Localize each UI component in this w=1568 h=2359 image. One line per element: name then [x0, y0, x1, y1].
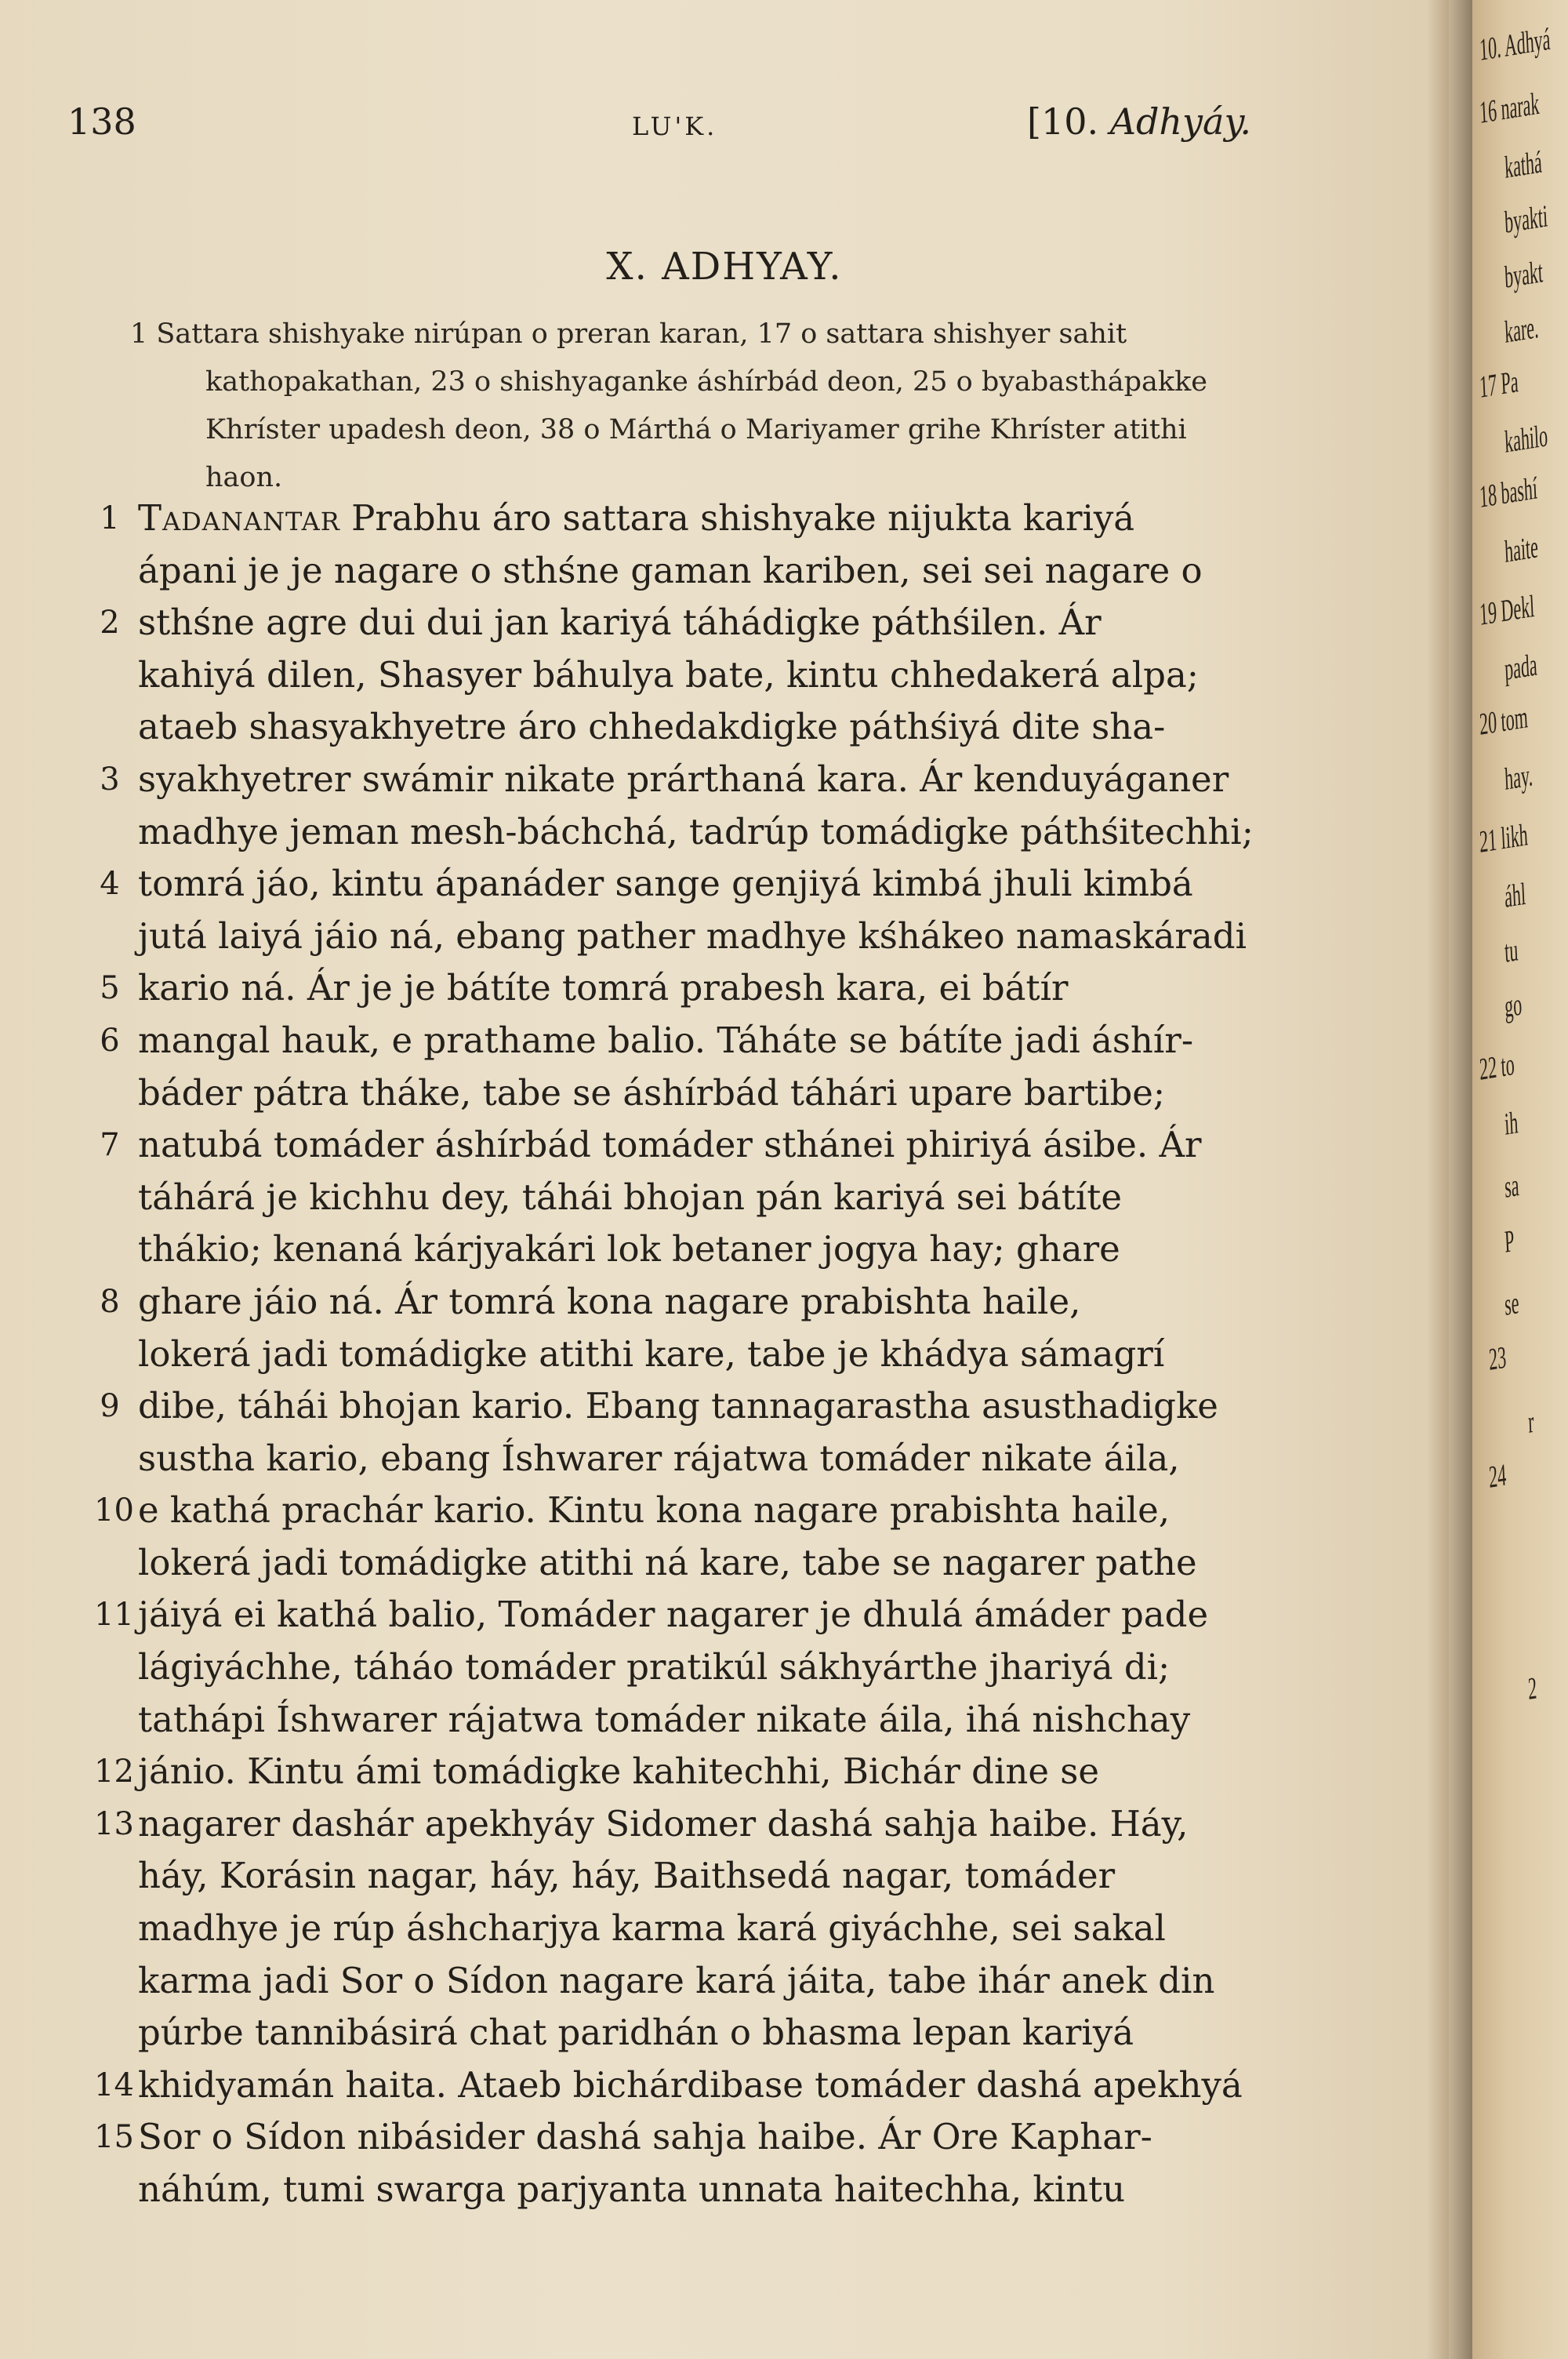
verse-line	[94, 806, 1286, 859]
adjacent-page-fragment: 10. Adhyá	[1479, 20, 1552, 67]
adjacent-page-fragment: 2	[1527, 1670, 1538, 1707]
verse-number: 6	[100, 1022, 120, 1059]
verse-line	[94, 545, 1286, 598]
verse-line-text	[138, 2059, 1243, 2112]
verse-line-text	[138, 1380, 1218, 1433]
verse-line-text	[138, 649, 1199, 702]
verse-body: Prabhu áro sattara shishyake nijukta kariyá	[339, 497, 1135, 539]
verse-line	[94, 1537, 1286, 1590]
adjacent-page-fragment: go	[1504, 986, 1523, 1024]
summary-line: kathopakathan, 23 o shishyaganke áshírbád deon, 25 o byabasthápakke	[205, 366, 1208, 398]
adjacent-page-fragment: 24	[1488, 1456, 1508, 1495]
verse-line	[94, 1329, 1286, 1381]
chapter-reference-number: [10.	[1027, 100, 1099, 143]
verse-line-text	[138, 493, 1134, 545]
verse-line	[94, 754, 1286, 806]
adjacent-page-fragment: ih	[1504, 1104, 1519, 1142]
verse-line	[94, 2059, 1286, 2112]
verse-body: dibe, táhái bhojan kario. Ebang tannagarastha asusthadigke	[138, 1385, 1218, 1427]
verse-line-text	[138, 2007, 1134, 2059]
verse-body: karma jadi Sor o Sídon nagare kará jáita, tabe ihár anek din	[138, 1959, 1215, 2001]
adjacent-page-fragment: kahilo	[1504, 417, 1548, 460]
adjacent-page-fragment: 22 to	[1479, 1045, 1515, 1087]
verse-number: 12	[94, 1754, 134, 1790]
verse-body: madhye je rúp áshcharjya karma kará giyáchhe, sei sakal	[138, 1907, 1166, 1950]
adjacent-page-fragment: 16 narak	[1479, 85, 1541, 130]
verse-body: sthśne agre dui dui jan kariyá táhádigke páthśilen. Ár	[138, 602, 1102, 644]
verse-line-text	[138, 962, 1068, 1015]
chapter-reference-name: Adhyáy.	[1109, 100, 1251, 143]
adjacent-page-fragment: sa	[1504, 1167, 1520, 1205]
verse-body: náhúm, tumi swarga parjyanta unnata haitechha, kintu	[138, 2168, 1126, 2210]
summary-line: Khríster upadesh deon, 38 o Márthá o Mariyamer grihe Khríster atithi	[205, 414, 1187, 445]
verse-line	[94, 493, 1286, 545]
verse-number: 8	[100, 1283, 120, 1320]
verse-line-text	[138, 1850, 1115, 1903]
adjacent-page-fragment: P	[1504, 1223, 1515, 1259]
adjacent-page-fragment: hay.	[1504, 757, 1534, 797]
verse-body: háy, Korásin nagar, háy, háy, Baithsedá nagar, tomáder	[138, 1855, 1116, 1897]
verse-body: mangal hauk, e prathame balio. Táháte se bátíte jadi áshír-	[138, 1019, 1194, 1061]
adjacent-page-fragment: 21 likh	[1479, 816, 1529, 860]
verse-number: 5	[100, 970, 120, 1007]
verse-line	[94, 1903, 1286, 1955]
verse-line-text	[138, 1015, 1193, 1067]
verse-line-text	[138, 1694, 1190, 1747]
verse-line-text	[138, 1589, 1208, 1641]
verse-line-text	[138, 1433, 1180, 1485]
verse-line	[94, 858, 1286, 911]
verse-line-text	[138, 911, 1247, 963]
verse-body: kario ná. Ár je je bátíte tomrá prabesh kara, ei bátír	[138, 967, 1069, 1009]
adjacent-page-fragment: tu	[1504, 932, 1519, 969]
verse-line	[94, 1485, 1286, 1537]
adjacent-page-fragment: r	[1527, 1403, 1535, 1440]
adjacent-page-fragment: byakti	[1504, 198, 1548, 240]
adjacent-page-fragment: haite	[1504, 529, 1539, 569]
verse-body: Sor o Sídon nibásider dashá sahja haibe. Ár Ore Kaphar-	[138, 2116, 1152, 2158]
verse-number: 9	[100, 1388, 120, 1425]
verse-line-text	[138, 597, 1102, 649]
verse-body: thákio; kenaná kárjyakári lok betaner jogya hay; ghare	[138, 1228, 1120, 1270]
verse-line-text	[138, 858, 1193, 911]
running-title: LU'K.	[632, 111, 718, 141]
verse-line-text	[138, 2164, 1125, 2216]
verse-body: táhárá je kichhu dey, táhái bhojan pán kariyá sei bátíte	[138, 1176, 1122, 1218]
verse-line	[94, 1223, 1286, 1276]
verse-text-block	[94, 493, 1286, 2216]
verse-line-text	[138, 2111, 1152, 2164]
verse-line	[94, 1641, 1286, 1694]
verse-line	[94, 911, 1286, 963]
verse-line	[94, 1067, 1286, 1120]
page-gutter-shadow	[1427, 0, 1474, 2359]
verse-line	[94, 1694, 1286, 1747]
verse-body: sustha kario, ebang Íshwarer rájatwa tomáder nikate áila,	[138, 1437, 1180, 1479]
verse-line-text	[138, 1329, 1164, 1381]
verse-line	[94, 649, 1286, 702]
verse-number: 10	[94, 1492, 134, 1529]
verse-line-text	[138, 545, 1203, 598]
verse-line	[94, 1589, 1286, 1641]
chapter-summary	[130, 311, 1262, 502]
verse-line-text	[138, 701, 1165, 754]
verse-body: báder pátra tháke, tabe se áshírbád táhári upare bartibe;	[138, 1071, 1166, 1114]
verse-line	[94, 1119, 1286, 1172]
verse-line-text	[138, 1746, 1099, 1798]
adjacent-page-fragment: byakt	[1504, 253, 1544, 295]
verse-line	[94, 1850, 1286, 1903]
verse-body: ghare jáio ná. Ár tomrá kona nagare prabishta haile,	[138, 1280, 1081, 1322]
verse-line	[94, 701, 1286, 754]
verse-number: 4	[100, 866, 120, 903]
verse-body: jánio. Kintu ámi tomádigke kahitechhi, Bichár dine se	[138, 1750, 1099, 1793]
adjacent-page-fragment: 18 bashí	[1479, 470, 1538, 514]
verse-line	[94, 1172, 1286, 1224]
verse-body: lokerá jadi tomádigke atithi ná kare, tabe se nagarer pathe	[138, 1541, 1197, 1583]
chapter-reference	[1027, 100, 1251, 143]
verse-lead-word: Tadanantar	[138, 497, 340, 539]
adjacent-page-edge	[1472, 0, 1568, 2359]
verse-line-text	[138, 1798, 1188, 1851]
verse-line	[94, 1015, 1286, 1067]
verse-number: 7	[100, 1127, 120, 1164]
verse-line-text	[138, 1903, 1166, 1955]
verse-number: 1	[100, 500, 120, 536]
adjacent-page-fragment: kare.	[1504, 309, 1540, 350]
adjacent-page-fragment: áhl	[1504, 875, 1526, 914]
adjacent-page-fragment: 20 tom	[1479, 699, 1529, 742]
verse-body: ápani je je nagare o sthśne gaman kariben, sei sei nagare o	[138, 549, 1203, 591]
adjacent-page-fragment: 19 Dekl	[1479, 587, 1536, 632]
adjacent-page-fragment: pada	[1504, 646, 1538, 687]
verse-number: 15	[94, 2119, 134, 2156]
adjacent-page-fragment: kathá	[1504, 144, 1543, 185]
verse-body: ataeb shasyakhyetre áro chhedakdigke páthśiyá dite sha-	[138, 706, 1166, 748]
verse-number: 2	[100, 605, 120, 642]
adjacent-page-fragment: 17 Pa	[1479, 363, 1519, 405]
verse-line-text	[138, 1641, 1170, 1694]
verse-line	[94, 1798, 1286, 1851]
verse-line	[94, 1433, 1286, 1485]
verse-body: natubá tomáder áshírbád tomáder sthánei phiriyá ásibe. Ár	[138, 1124, 1202, 1166]
verse-line-text	[138, 754, 1229, 806]
verse-line-text	[138, 1223, 1120, 1276]
verse-line-text	[138, 1119, 1202, 1172]
verse-body: tomrá jáo, kintu ápanáder sange genjiyá kimbá jhuli kimbá	[138, 863, 1193, 905]
verse-line	[94, 2007, 1286, 2059]
verse-body: khidyamán haita. Ataeb bichárdibase tomáder dashá apekhyá	[138, 2063, 1243, 2106]
verse-body: madhye jeman mesh-báchchá, tadrúp tomádigke páthśitechhi;	[138, 810, 1254, 852]
verse-line	[94, 2164, 1286, 2216]
verse-body: púrbe tannibásirá chat paridhán o bhasma lepan kariyá	[138, 2012, 1134, 2054]
verse-line	[94, 1746, 1286, 1798]
verse-line-text	[138, 1485, 1170, 1537]
verse-body: lokerá jadi tomádigke atithi kare, tabe je khádya sámagrí	[138, 1332, 1165, 1375]
verse-body: tathápi Íshwarer rájatwa tomáder nikate áila, ihá nishchay	[138, 1698, 1191, 1740]
verse-line-text	[138, 1955, 1214, 2008]
verse-line-text	[138, 1172, 1122, 1224]
verse-number: 13	[94, 1805, 134, 1842]
adjacent-page-fragment: se	[1504, 1285, 1520, 1322]
verse-line	[94, 1380, 1286, 1433]
verse-body: kahiyá dilen, Shasyer báhulya bate, kintu chhedakerá alpa;	[138, 653, 1199, 696]
chapter-heading: X. ADHYAY.	[606, 245, 843, 289]
page-number: 138	[67, 100, 136, 143]
verse-body: e kathá prachár kario. Kintu kona nagare prabishta haile,	[138, 1489, 1171, 1532]
verse-line-text	[138, 806, 1254, 859]
verse-line	[94, 1955, 1286, 2008]
verse-body: lágiyáchhe, táháo tomáder pratikúl sákhyárthe jhariyá di;	[138, 1646, 1171, 1688]
adjacent-page-fragment: 23	[1488, 1339, 1508, 1377]
verse-line-text	[138, 1276, 1080, 1329]
verse-body: nagarer dashár apekhyáy Sidomer dashá sahja haibe. Háy,	[138, 1802, 1189, 1845]
verse-body: syakhyetrer swámir nikate prárthaná kara. Ár kenduyáganer	[138, 758, 1229, 800]
verse-number: 11	[94, 1597, 134, 1634]
verse-body: jáiyá ei kathá balio, Tomáder nagarer je dhulá ámáder pade	[138, 1594, 1209, 1636]
summary-line: haon.	[205, 462, 283, 493]
verse-line	[94, 1276, 1286, 1329]
verse-line	[94, 962, 1286, 1015]
verse-line	[94, 597, 1286, 649]
verse-line-text	[138, 1537, 1197, 1590]
verse-body: jutá laiyá jáio ná, ebang pather madhye kśhákeo namaskáradi	[138, 914, 1247, 957]
verse-line	[94, 2111, 1286, 2164]
verse-line-text	[138, 1067, 1165, 1120]
verse-number: 3	[100, 761, 120, 798]
summary-line: 1 Sattara shishyake nirúpan o preran karan, 17 o sattara shishyer sahit	[130, 318, 1127, 350]
verse-number: 14	[94, 2066, 134, 2103]
